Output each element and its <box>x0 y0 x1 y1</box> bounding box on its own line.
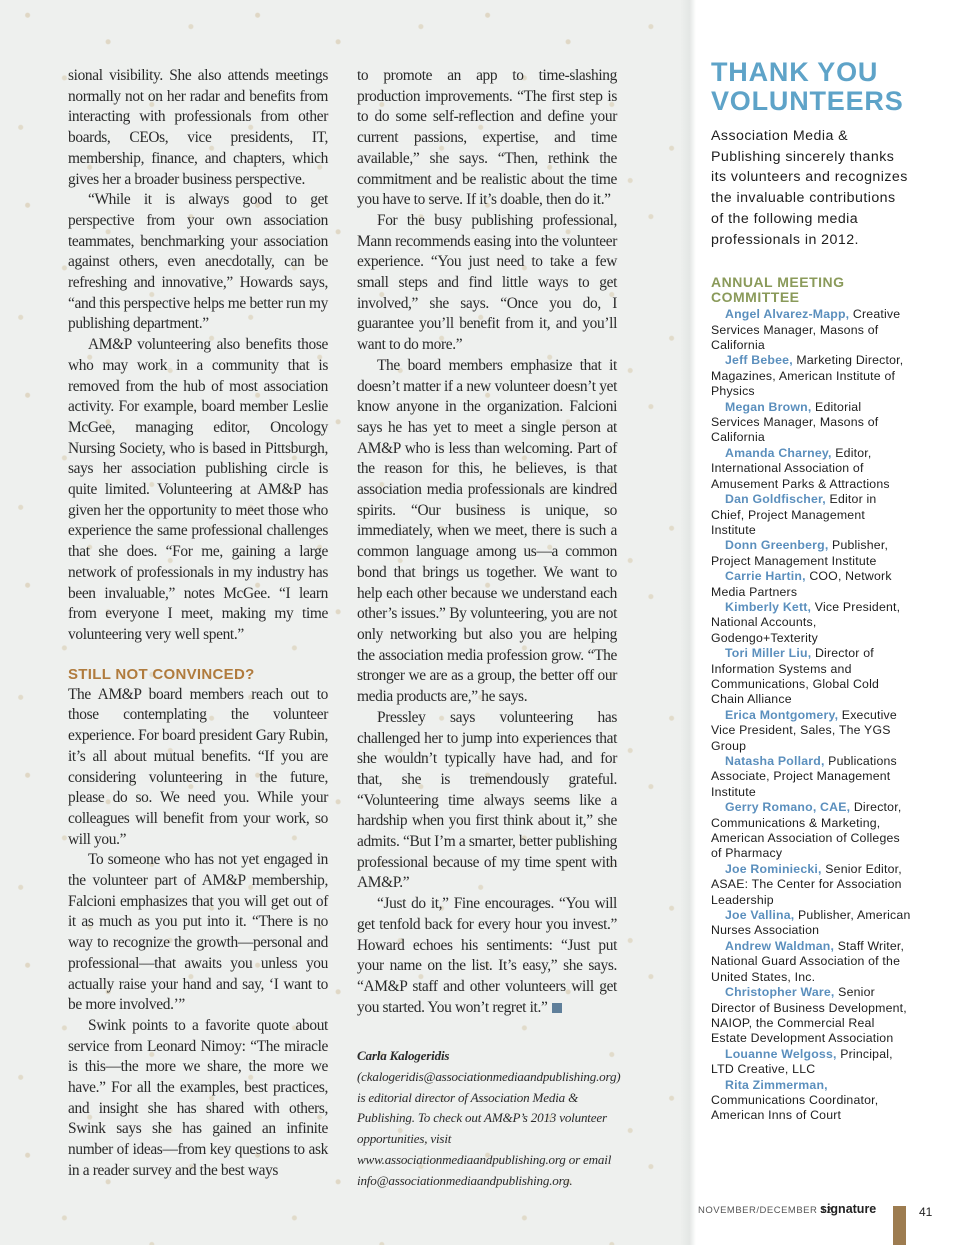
volunteer-role: Editor, International Association of Amusement Parks & Attractions <box>711 445 890 491</box>
volunteer-entry <box>711 862 911 908</box>
volunteer-role: Creative Services Manager, Masons of California <box>711 307 901 353</box>
article-column-1 <box>68 66 328 1182</box>
volunteer-entry <box>711 1078 911 1124</box>
volunteer-role: Vice President, National Accounts, Godengo+Texterity <box>711 599 901 645</box>
volunteer-name: Amanda Charney, <box>725 445 832 460</box>
volunteer-role: Director, Communications & Marketing, American Association of Colleges of Pharmacy <box>711 800 902 861</box>
volunteer-entry <box>711 569 911 600</box>
volunteer-entry <box>711 985 911 1047</box>
volunteer-role: COO, Network Media Partners <box>711 569 892 599</box>
volunteer-entry <box>711 492 911 538</box>
magazine-name: signature <box>820 1202 877 1216</box>
article-paragraph: “While it is always good to get perspective from your own association teammates, benchmarking your association against others, even anecdotally, can be refreshing and innovative,” Howards says, “and this perspective helps me better run my publishing department.” <box>68 191 328 333</box>
article-paragraph-final <box>357 894 617 1018</box>
volunteer-role: Publications Associate, Project Management Institute <box>711 754 897 799</box>
volunteer-entry <box>711 908 911 939</box>
volunteer-entry <box>711 708 911 754</box>
final-paragraph-text: “Just do it,” Fine encourages. “You will get tenfold back for every hour you invest.” Howard echoes his sentiments: “Just put your name on the list. It’s easy,” she says. “AM&P staff and other volunteers will get you started. You won’t regret it.” <box>357 895 617 1016</box>
end-mark-icon <box>552 1003 562 1013</box>
article-paragraph: to promote an app to time-slashing production improvements. “The first step is to do some self-reflection and define your current passions, expertise, and time available,” she says. “Then, rethink the commitment and be realistic about the time you have to serve. If it’s doable, then do it.” <box>357 67 617 209</box>
volunteer-name: Donn Greenberg, <box>725 538 829 553</box>
volunteer-name: Carrie Hartin, <box>725 569 806 584</box>
volunteer-entry <box>711 538 911 569</box>
section-subheading: STILL NOT CONVINCED? <box>68 665 255 683</box>
volunteer-role: Communications Coordinator, American Inns of Court <box>711 1092 879 1123</box>
volunteer-name: Angel Alvarez-Mapp, <box>725 307 850 322</box>
volunteer-role: Staff Writer, National Guard Association of the United States, Inc. <box>711 938 905 984</box>
volunteer-name: Erica Montgomery, <box>725 707 839 722</box>
volunteer-name: Gerry Romano, CAE, <box>725 800 851 815</box>
committee-heading <box>711 275 911 305</box>
sidebar-intro: Association Media & Publishing sincerely thanks its volunteers and recognizes the invaluable contributions of the following media professionals in 2012. <box>711 128 908 248</box>
volunteer-name: Megan Brown, <box>725 399 812 414</box>
accent-bar <box>893 1206 906 1245</box>
article-paragraph: AM&P volunteering also benefits those who may work in a community that is removed from the hub of most association activity. For example, board member Leslie McGee, managing editor, Oncology Nursing Society, who is based in Pittsburgh, says her association publishing circle is quite limited. Volunteering at AM&P has given her the opportunity to meet those who experience the same professional challenges that she does. “For me, gaining a large network of professionals in my industry has been invaluable,” notes McGee. “I learn from everyone I meet, making my time volunteering very well spent.” <box>68 336 328 643</box>
volunteer-entry <box>711 600 911 646</box>
volunteer-name: Jeff Bebee, <box>725 353 793 368</box>
article-column-2 <box>357 66 621 1191</box>
volunteer-entry <box>711 446 911 492</box>
article-paragraph: For the busy publishing professional, Mann recommends easing into the volunteer experience. “You just need to take a few small steps and find little ways to get involved,” she says. “Once you do, I guarantee you’ll benefit from it, and you’ll want to do more.” <box>357 211 617 354</box>
volunteer-entry <box>711 1047 911 1078</box>
volunteer-name: Christopher Ware, <box>725 985 835 1000</box>
volunteer-role: Director of Information Systems and Communications, Global Cold Chain Alliance <box>711 646 880 707</box>
volunteer-entry <box>711 939 911 985</box>
volunteer-role: Senior Director of Business Development, NAIOP, the Commercial Real Estate Development Association <box>711 985 907 1046</box>
article-paragraph: To someone who has not yet engaged in the volunteer part of AM&P membership, Falcioni emphasizes that you will get out of it as much as you put into it. “There is no way to recognize the growth—personal and professional—that awaits you unless you actually raise your hand and say, ‘I want to be more involved.’” <box>68 851 328 1014</box>
volunteer-role: Editorial Services Manager, Masons of California <box>711 399 879 445</box>
article-paragraph: Swink points to a favorite quote about service from Leonard Nimoy: “The miracle is this—the more we share, the more we have.” For all the examples, best practices, and insight she has shared with others, Swink says she has gained an infinite number of ideas—from key questions to ask in a reader survey and the best ways <box>68 1016 328 1179</box>
issue-date: NOVEMBER/DECEMBER 12 <box>698 1205 833 1216</box>
sidebar-title-line-1: THANK YOU <box>711 57 879 87</box>
committee-heading-line-1: ANNUAL MEETING <box>711 274 845 291</box>
article-paragraph: sional visibility. She also attends meetings normally not on her radar and benefits from interacting with professionals from other boards, CEOs, vice presidents, IT, membership, finance, and chapters, which gives her a broader business perspective. <box>68 67 328 188</box>
article-paragraph: Pressley says volunteering has challenged her to jump into experiences that she wouldn’t typically have had, and for that, she is tremendously grateful. “Volunteering time always seems like a hardship when you first think about it,” she admits. “But I’m a smarter, better publishing professional because of my time spent with AM&P.” <box>357 708 617 892</box>
volunteer-role: Senior Editor, ASAE: The Center for Association Leadership <box>711 861 902 907</box>
volunteer-name: Louanne Welgoss, <box>725 1046 837 1061</box>
volunteer-role: Executive Vice President, Sales, The YGS Group <box>711 707 897 753</box>
sidebar-title-line-2: VOLUNTEERS <box>711 86 904 116</box>
volunteer-role: Principal, LTD Creative, LLC <box>711 1046 893 1077</box>
volunteer-name: Tori Miller Liu, <box>725 646 812 661</box>
committee-heading-line-2: COMMITTEE <box>711 289 800 306</box>
torn-paper-edge <box>680 0 696 1245</box>
volunteer-entry <box>711 754 911 800</box>
author-credit-text: (ckalogeridis@associationmediaandpublishing.org) is editorial director of Association Media & Publishing. To check out AM&P’s 2013 volunteer opportunities, visit www.associationmediaandpublishing.org or email info@associationmediaandpublishing.org. <box>357 1069 621 1188</box>
article-paragraph: The board members emphasize that it doesn’t matter if a new volunteer doesn’t yet know anyone in the organization. Falcioni says he has yet to meet a single person at AM&P who is less than welcoming. Part of the reason for this, he believes, is that association media professionals are kindred spirits. “Our business is unique, so immediately, when we meet, there is such a common language among us—a common bond that brings us together. We want to help each other because we understand each other’s issues.” By volunteering, you are not only networking but also you are helping the association media profession grow. “The stronger we are as a group, the better off our media products are,” he says. <box>357 356 617 706</box>
volunteer-name: Dan Goldfischer, <box>725 492 826 507</box>
volunteer-role: Publisher, American Nurses Association <box>711 908 911 938</box>
article-paragraph: The AM&P board members reach out to those contemplating the volunteer experience. For board president Gary Rubin, it’s all about mutual benefits. “If you are considering volunteering in the future, please do so. We need you. While your colleagues will benefit from your work, so will you.” <box>68 685 328 848</box>
sidebar-title <box>711 58 911 116</box>
volunteer-name: Joe Vallina, <box>725 908 795 923</box>
volunteer-name: Rita Zimmerman, <box>725 1077 828 1092</box>
volunteer-name: Natasha Pollard, <box>725 754 825 768</box>
author-credit <box>357 1046 621 1191</box>
page-number: 41 <box>919 1205 933 1219</box>
thank-you-sidebar <box>711 58 911 1124</box>
volunteer-entry <box>711 646 911 708</box>
volunteer-entry <box>711 800 911 862</box>
volunteer-list <box>711 307 911 1124</box>
author-name: Carla Kalogeridis <box>357 1048 450 1064</box>
volunteer-entry <box>711 400 911 446</box>
volunteer-role: Editor in Chief, Project Management Institute <box>711 492 877 537</box>
volunteer-name: Kimberly Kett, <box>725 599 812 614</box>
volunteer-role: Marketing Director, Magazines, American Institute of Physics <box>711 353 904 399</box>
volunteer-entry <box>711 307 911 353</box>
volunteer-name: Andrew Waldman, <box>725 938 835 953</box>
volunteer-name: Joe Rominiecki, <box>725 861 822 876</box>
volunteer-entry <box>711 353 911 399</box>
volunteer-role: Publisher, Project Management Institute <box>711 538 889 568</box>
